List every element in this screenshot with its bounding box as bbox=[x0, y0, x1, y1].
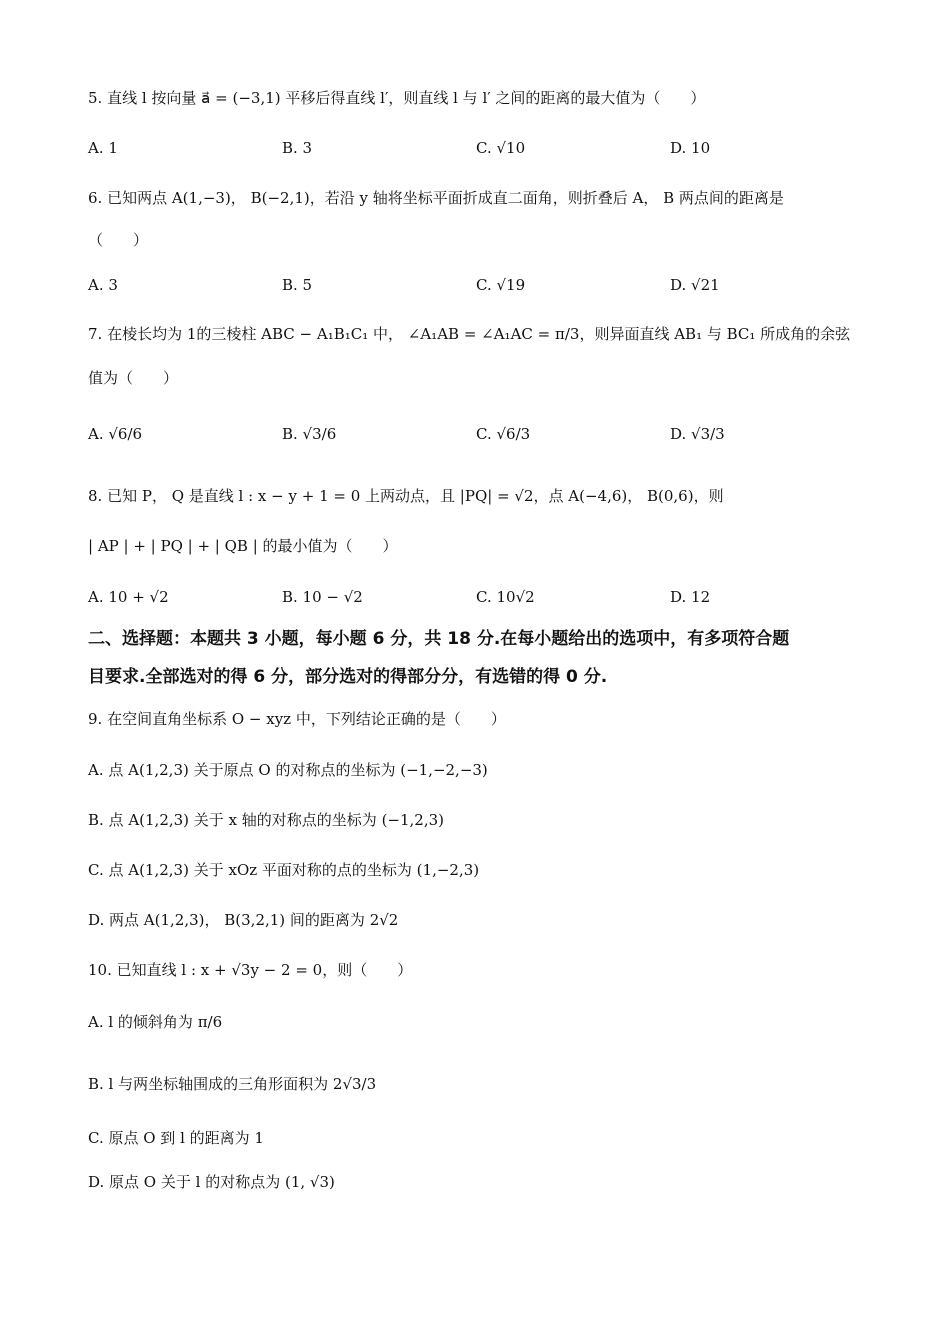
question-10-stem: 10. 已知直线 l : x + √3y − 2 = 0，则（ ） bbox=[88, 961, 413, 979]
q10-option-d: D. 原点 O 关于 l 的对称点为 (1, √3) bbox=[88, 1173, 335, 1191]
q9-option-c: C. 点 A(1,2,3) 关于 xOz 平面对称的点的坐标为 (1,−2,3) bbox=[88, 861, 480, 879]
q5-option-d: D. 10 bbox=[670, 139, 711, 157]
q6-option-a: A. 3 bbox=[88, 276, 118, 294]
question-8-stem-cont: | AP | + | PQ | + | QB | 的最小值为（ ） bbox=[88, 537, 398, 555]
q7-option-c: C. √6/3 bbox=[476, 425, 531, 443]
question-7-stem-cont: 值为（ ） bbox=[88, 369, 179, 387]
q6-option-d: D. √21 bbox=[670, 276, 720, 294]
question-6-stem-cont: （ ） bbox=[88, 231, 149, 249]
q7-option-d: D. √3/3 bbox=[670, 425, 725, 443]
question-8-stem: 8. 已知 P， Q 是直线 l : x − y + 1 = 0 上两动点，且 |PQ| = √2，点 A(−4,6)， B(0,6)，则 bbox=[88, 487, 724, 505]
q5-option-a: A. 1 bbox=[88, 139, 118, 157]
q5-option-b: B. 3 bbox=[282, 139, 313, 157]
q8-option-c: C. 10√2 bbox=[476, 588, 535, 606]
q10-option-b: B. l 与两坐标轴围成的三角形面积为 2√3/3 bbox=[88, 1075, 377, 1093]
q7-option-a: A. √6/6 bbox=[88, 425, 143, 443]
q7-option-b: B. √3/6 bbox=[282, 425, 337, 443]
question-7-stem: 7. 在棱长均为 1的三棱柱 ABC − A₁B₁C₁ 中， ∠A₁AB = ∠A₁AC = π/3，则异面直线 AB₁ 与 BC₁ 所成角的余弦 bbox=[88, 325, 851, 343]
q5-option-c: C. √10 bbox=[476, 139, 526, 157]
q9-option-a: A. 点 A(1,2,3) 关于原点 O 的对称点的坐标为 (−1,−2,−3) bbox=[88, 761, 488, 779]
section-2-heading-line1: 二、选择题：本题共 3 小题，每小题 6 分，共 18 分.在每小题给出的选项中，有多项符合题 bbox=[88, 629, 790, 649]
q6-option-c: C. √19 bbox=[476, 276, 526, 294]
q10-option-a: A. l 的倾斜角为 π/6 bbox=[88, 1013, 223, 1031]
section-2-heading-line2: 目要求.全部选对的得 6 分，部分选对的得部分分，有选错的得 0 分. bbox=[88, 667, 608, 687]
question-6-stem: 6. 已知两点 A(1,−3)， B(−2,1)，若沿 y 轴将坐标平面折成直二面角，则折叠后 A， B 两点间的距离是 bbox=[88, 189, 784, 207]
q8-option-d: D. 12 bbox=[670, 588, 711, 606]
question-5-stem: 5. 直线 l 按向量 a⃗ = (−3,1) 平移后得直线 l′，则直线 l 与 l′ 之间的距离的最大值为（ ） bbox=[88, 89, 706, 107]
question-9-stem: 9. 在空间直角坐标系 O − xyz 中，下列结论正确的是（ ） bbox=[88, 710, 506, 728]
q9-option-b: B. 点 A(1,2,3) 关于 x 轴的对称点的坐标为 (−1,2,3) bbox=[88, 811, 445, 829]
q8-option-a: A. 10 + √2 bbox=[88, 588, 169, 606]
q10-option-c: C. 原点 O 到 l 的距离为 1 bbox=[88, 1129, 264, 1147]
q6-option-b: B. 5 bbox=[282, 276, 313, 294]
q9-option-d: D. 两点 A(1,2,3)， B(3,2,1) 间的距离为 2√2 bbox=[88, 911, 399, 929]
q8-option-b: B. 10 − √2 bbox=[282, 588, 363, 606]
